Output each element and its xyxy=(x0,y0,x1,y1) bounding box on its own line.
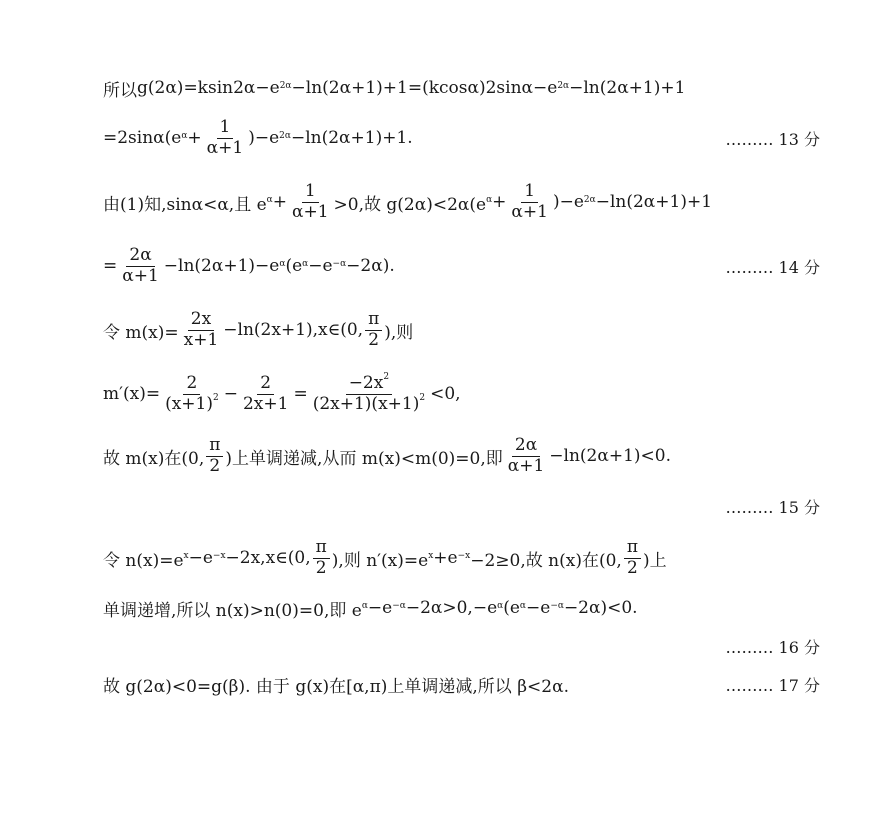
math-line-7: 故 m(x)在(0, $\frac{\pi}{2}$ )上单调递减,从而 m(x)<m(0)=0,即 $\frac{2\alpha}{\alpha+1}$ −ln(2α+1)<0. xyxy=(103,434,672,476)
fraction: $\frac{\pi}{2}$ xyxy=(365,311,382,350)
math-line-10: 故 g(2α)<0=g(β). 由于 g(x)在[α,π)上单调递减,所以 β<2α. xyxy=(103,676,569,697)
fraction: $\frac{1}{\alpha+1}$ xyxy=(511,180,548,222)
math-line-5: 令 m(x)= $\frac{2x}{x+1}$ −ln(2x+1),x∈(0, $\frac{\pi}{2}$ ),则 xyxy=(103,308,414,350)
score-15: ……… 15 分 xyxy=(725,497,820,517)
fraction: $\frac{-2x^2}{(2x+1)(x+1)^2}$ xyxy=(312,372,426,414)
fraction: $\frac{1}{\alpha+1}$ xyxy=(206,116,244,158)
score-14: ……… 14 分 xyxy=(725,257,820,277)
math-line-8: 令 n(x)=e $^x$ −e $^{-x}$ −2x,x∈(0, $\frac{\pi}{2}$ ),则 n′(x)=e $^x$ +e $^{-x}$ −2≥0,故 n(x)在(0, $\frac{\pi}{2}$ )上 xyxy=(103,536,667,578)
score-13: ……… 13 分 xyxy=(725,129,820,149)
math-line-1: 所以 g(2α)=ksin2α−e $^{2\alpha}$ −ln(2α+1)+1=(kcosα)2sinα−e $^{2\alpha}$ −ln(2α+1)+1 xyxy=(103,78,686,101)
math-line-9: 单调递增,所以 n(x)>n(0)=0,即 e $^\alpha$ −e $^{-\alpha}$ −2α>0,−e $^\alpha$ (e $^\alpha$ −e $^{-\alpha}$ −2α)<0. xyxy=(103,598,638,621)
fraction: $\frac{2x}{x+1}$ xyxy=(183,308,219,350)
fraction: $\frac{\pi}{2}$ xyxy=(624,539,641,578)
math-line-3: 由(1)知,sinα<α,且 e $^\alpha$ + $\frac{1}{\alpha+1}$ >0,故 g(2α)<2α(e $^\alpha$ + $\frac{1}{\alpha+1}$ )−e $^{2\alpha}$ −ln(2α+1)+1 xyxy=(103,180,713,222)
fraction: $\frac{\pi}{2}$ xyxy=(206,437,223,476)
score-16: ……… 16 分 xyxy=(725,637,820,657)
fraction: $\frac{2}{2x+1}$ xyxy=(242,372,289,414)
fraction: $\frac{2\alpha}{\alpha+1}$ xyxy=(507,434,545,476)
fraction: $\frac{2\alpha}{\alpha+1}$ xyxy=(122,244,159,286)
fraction: $\frac{\pi}{2}$ xyxy=(313,539,330,578)
math-line-2: =2sinα(e $^\alpha$ + $\frac{1}{\alpha+1}$ )−e $^{2\alpha}$ −ln(2α+1)+1. xyxy=(103,116,413,158)
fraction: $\frac{1}{\alpha+1}$ xyxy=(292,180,329,222)
fraction: $\frac{2}{(x+1)^2}$ xyxy=(165,372,219,414)
math-line-4: = $\frac{2\alpha}{\alpha+1}$ −ln(2α+1)−e $^\alpha$ (e $^\alpha$ −e $^{-\alpha}$ −2α). xyxy=(103,244,395,286)
score-17: ……… 17 分 xyxy=(725,675,820,695)
math-line-6: m′(x)= $\frac{2}{(x+1)^2}$ − $\frac{2}{2x+1}$ = $\frac{-2x^2}{(2x+1)(x+1)^2}$ <0, xyxy=(103,372,461,414)
